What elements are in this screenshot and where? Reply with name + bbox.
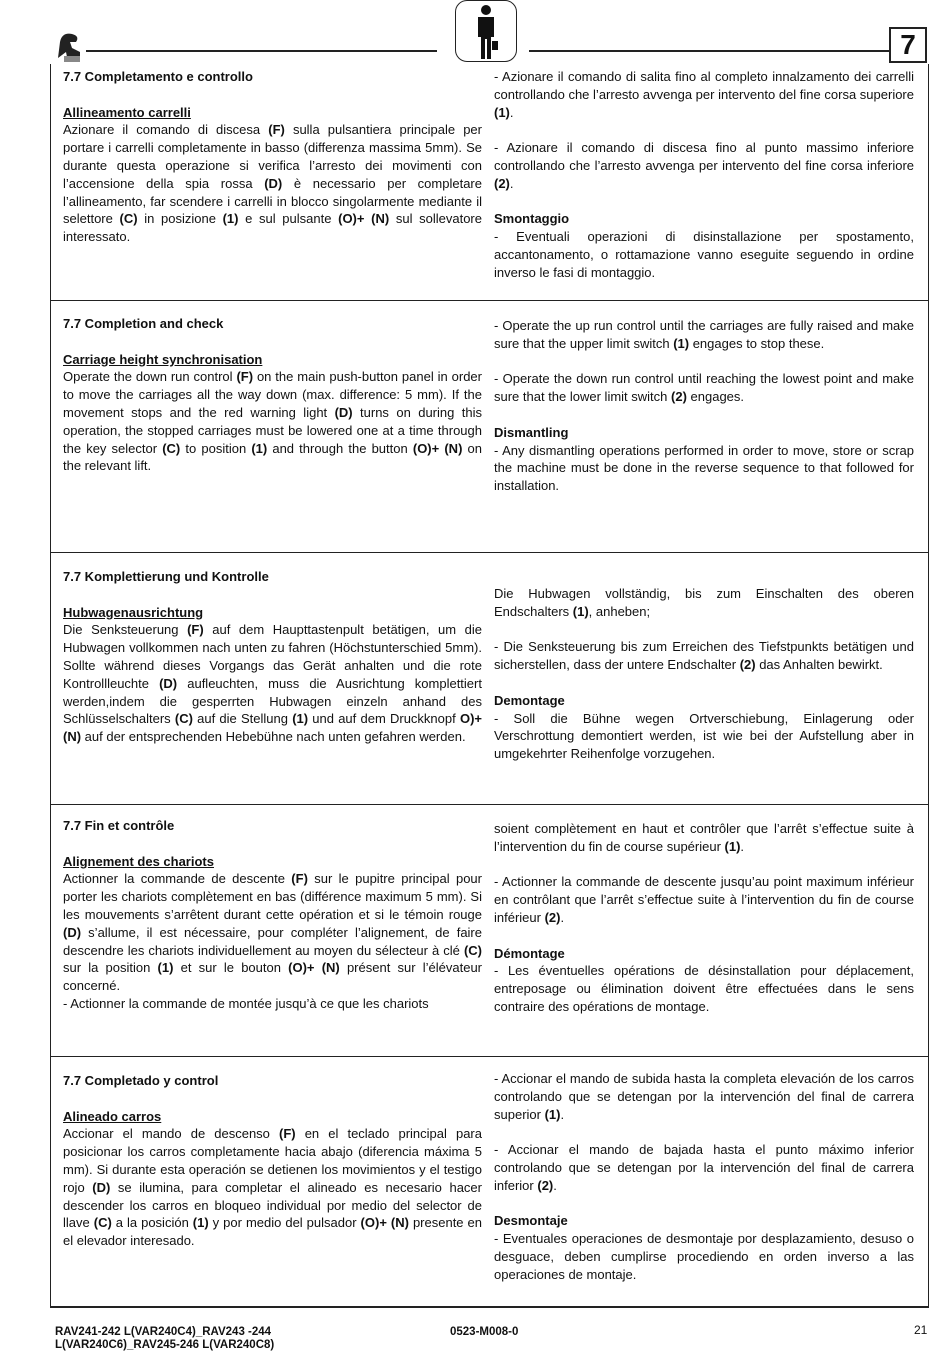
bold-reference: (D): [334, 404, 353, 420]
text-run: soient complètement en haut et contrôler que l’arrêt s’effectue suite à l’intervention du fin de course supérieur: [494, 821, 914, 854]
mechanic-logo-icon: [50, 28, 86, 64]
bold-reference: (F): [236, 369, 254, 385]
section-subtitle: Alignement des chariots: [63, 853, 214, 869]
text-run: - Azionare il comando di discesa fino al punto massimo inferiore controllando che l’arresto avvenga per intervento del fine corsa inferiore: [494, 140, 914, 173]
text-run: - Actionner la commande de montée jusqu’à ce que les chariots: [63, 995, 429, 1011]
section-left-column: [63, 68, 482, 246]
section-title: 7.7 Komplettierung und Kontrolle: [63, 569, 269, 584]
bold-reference: (1): [572, 603, 589, 619]
paragraph: [494, 585, 914, 621]
section-title: 7.7 Completado y control: [63, 1073, 219, 1088]
bold-reference: (O)+ (N): [360, 1215, 409, 1231]
paragraph: [494, 1070, 914, 1123]
bold-reference: (F): [187, 622, 204, 638]
text-run: - Any dismantling operations performed in order to move, store or scrap the machine must be done in the reverse sequence to that followed for installation.: [494, 442, 914, 494]
section-divider: [50, 1056, 929, 1057]
section-title: 7.7 Completion and check: [63, 316, 224, 331]
text-run: - Actionner la commande de descente jusqu’au point maximum inférieur en contrôlant que l’arrêt s’effectue suite à l’intervention du fin de course inférieur: [494, 874, 914, 925]
text-run: - Operate the down run control until reaching the lowest point and make sure that the lower limit switch: [494, 371, 914, 405]
bold-reference: (O)+ (N): [412, 440, 463, 456]
bold-reference: (1): [292, 711, 309, 727]
text-run: Accionar el mando de descenso: [63, 1126, 279, 1142]
bold-reference: (C): [162, 440, 181, 456]
section-subtitle: Carriage height synchronisation: [63, 351, 263, 367]
model-line-1: RAV241-242 L(VAR240C4)_RAV243 -244: [55, 1326, 272, 1338]
text-run: .: [560, 909, 565, 925]
section-right-column: [494, 68, 914, 299]
section-title: 7.7 Fin et contrôle: [63, 818, 175, 833]
paragraph: [494, 68, 914, 121]
text-run: Actionner la commande de descente: [63, 871, 292, 887]
dismantling-heading: Démontage: [494, 945, 565, 961]
paragraph: [494, 820, 914, 856]
text-run: - Soll die Bühne wegen Ortverschiebung, Einlagerung oder Verschrottung demontiert werden, ist wie bei der Aufstellung aber in umgekehrter Reihenfolge vorzugehen.: [494, 710, 914, 762]
bold-reference: (2): [537, 1177, 554, 1193]
page-number: 21: [914, 1323, 928, 1337]
paragraph: [63, 368, 482, 475]
text-run: .: [509, 175, 514, 191]
text-run: .: [740, 838, 745, 854]
bold-reference: (O)+ (N): [288, 960, 340, 976]
bold-reference: (1): [251, 440, 268, 456]
text-run: - Les éventuelles opérations de désinstallation pour déplacement, entreposage ou élimination doivent être effectuées dans le sens contraire des opérations de montage.: [494, 963, 914, 1014]
bold-reference: (1): [494, 104, 510, 120]
section-subtitle: Allineamento carrelli: [63, 104, 191, 120]
operator-icon: [455, 0, 517, 62]
section-divider: [50, 552, 929, 553]
text-run: sur la position: [63, 960, 158, 976]
text-run: en el teclado principal para posicionar los carros completamente hacia abajo (diferencia máxima 5 mm). Si durante esta operación se detienen los movimientos y el testigo rojo: [63, 1126, 482, 1195]
section-right-column: [494, 317, 914, 513]
bold-reference: (C): [93, 1215, 112, 1231]
header-rule-left: [86, 50, 437, 52]
document-code: 0523-M008-0: [450, 1326, 519, 1338]
text-run: - Eventuales operaciones de desmontaje por desplazamiento, desuso o desguace, deben cumplirse procediendo en orden inverso a las operaciones de montaje.: [494, 1231, 914, 1282]
text-run: turns on during this operation, the stopped carriages must be lowered one at a time through the key selector: [63, 404, 482, 456]
paragraph: [63, 621, 482, 746]
text-run: .: [509, 104, 514, 120]
text-run: a la posición: [111, 1215, 193, 1231]
bold-reference: (F): [279, 1126, 296, 1142]
dismantling-heading: Dismantling: [494, 424, 569, 440]
paragraph: [494, 317, 914, 353]
text-run: .: [560, 1106, 565, 1122]
text-run: - Accionar el mando de bajada hasta el punto máximo inferior controlando que se detengan por la intervención del final de carrera inferior: [494, 1142, 914, 1193]
bold-reference: (1): [544, 1106, 561, 1122]
text-run: Operate the down run control: [63, 369, 237, 385]
bold-reference: (2): [494, 175, 510, 191]
text-run: .: [553, 1177, 557, 1193]
dismantling-heading: Smontaggio: [494, 211, 570, 227]
paragraph: [63, 1125, 482, 1250]
bold-reference: (1): [724, 838, 741, 854]
text-run: s’allume, il est nécessaire, pour compléter l’alignement, de faire descendre les chariots individuellement au moyen du sélecteur à clé: [63, 924, 482, 958]
text-run: - Accionar el mando de subida hasta la completa elevación de los carros controlando que se detengan por la intervención del final de carrera superior: [494, 1071, 914, 1122]
text-run: und auf dem Druckknopf: [308, 711, 460, 727]
chapter-number: 7: [889, 27, 927, 63]
bold-reference: (2): [739, 657, 756, 673]
text-run: Die Hubwagen vollständig, bis zum Einschalten des oberen Endschalters: [494, 586, 914, 619]
bold-reference: (D): [264, 175, 283, 191]
text-run: Azionare il comando di discesa: [63, 122, 269, 138]
text-run: das Anhalten bewirkt.: [755, 657, 883, 673]
paragraph: [494, 710, 914, 763]
paragraph: [494, 442, 914, 495]
text-run: engages to stop these.: [689, 335, 825, 351]
paragraph: [63, 995, 482, 1013]
dismantling-heading: Desmontaje: [494, 1213, 568, 1229]
paragraph: [494, 962, 914, 1015]
section-right-column: [494, 585, 914, 781]
text-run: auf die Stellung: [192, 711, 293, 727]
bold-reference: (1): [192, 1215, 209, 1231]
section-right-column: [494, 820, 914, 1034]
text-run: aufleuchten, muss die Ausrichtung komplettiert werden,indem die gesperrten Hubwagen einzeln anhand des Schlüsselschalters: [63, 675, 482, 727]
text-run: Die Senksteuerung: [63, 622, 188, 638]
text-run: engages.: [686, 389, 745, 405]
text-run: y por medio del pulsador: [208, 1215, 361, 1231]
bold-reference: (C): [119, 211, 138, 227]
model-line-2: L(VAR240C6)_RAV245-246 L(VAR240C8): [55, 1339, 275, 1351]
section-subtitle: Alineado carros: [63, 1108, 162, 1124]
text-run: sur le pupitre principal pour porter les chariots complètement en bas (différence maximum 5 mm). Si les mouvements s’arrêtent durant cette opération et si le témoin rouge: [63, 871, 482, 922]
paragraph: [494, 228, 914, 281]
paragraph: [63, 870, 482, 995]
section-title: 7.7 Completamento e controllo: [63, 69, 253, 84]
bold-reference: (2): [671, 389, 687, 405]
section-divider: [50, 300, 929, 301]
text-run: è necessario per completare l’allineamento, far scendere i carrelli in blocco singolarmente mediante il selettore: [63, 175, 482, 227]
section-left-column: [63, 817, 482, 1013]
model-codes: [55, 1326, 274, 1352]
text-run: on the main push-button panel in order to move the carriages all the way down (max. difference: 5 mm). If the movement stops and the red warning light: [63, 369, 482, 420]
bold-reference: (1): [222, 211, 239, 227]
bold-reference: (F): [291, 871, 308, 887]
paragraph: [494, 370, 914, 406]
paragraph: [494, 1141, 914, 1194]
bold-reference: (1): [673, 335, 690, 351]
text-run: , anheben;: [588, 603, 651, 619]
text-run: - Azionare il comando di salita fino al completo innalzamento dei carrelli controllando che l’arresto avvenga per intervento del fine corsa superiore: [494, 69, 914, 102]
text-run: sul sollevatore interessato.: [63, 211, 482, 245]
bold-reference: (2): [544, 909, 561, 925]
text-run: auf dem Haupttastenpult betätigen, um die Hubwagen vollkommen nach unten zu fahren (Höchstunterschied 5mm). Sollte während dieses Vorgangs das Gerät anhalten und die rote Kontrollleuchte: [63, 622, 483, 691]
text-run: et sur le bouton: [173, 960, 289, 976]
section-divider: [50, 804, 929, 805]
paragraph: [494, 139, 914, 192]
text-run: auf der entsprechenden Hebebühne nach unten gefahren werden.: [81, 729, 466, 745]
text-run: sulla pulsantiera principale per portare i carrelli completamente in basso (differenza massima 5mm). Se durante questa operazione si verifica l’arresto dei movimenti con l’accensione della spia rossa: [63, 122, 482, 191]
section-left-column: [63, 315, 482, 475]
text-run: - Eventuali operazioni di disinstallazione per spostamento, accantonamento, o rottamazione vanno eseguite seguendo in ordine inverso le fasi di montaggio.: [494, 229, 914, 280]
bold-reference: (F): [268, 122, 285, 138]
text-run: se ilumina, para completar el alineado es necesario hacer descender los carros en bloqueo individual por medio del selector de llave: [63, 1179, 482, 1231]
text-run: - Operate the up run control until the carriages are fully raised and make sure that the upper limit switch: [494, 318, 914, 351]
paragraph: [494, 1230, 914, 1283]
paragraph: [494, 873, 914, 926]
paragraph: [494, 638, 914, 674]
text-run: in posizione: [137, 211, 223, 227]
bold-reference: (D): [159, 675, 178, 691]
text-run: and through the button: [267, 440, 413, 456]
bold-reference: O)+(N): [63, 711, 482, 745]
paragraph: [63, 121, 482, 246]
text-run: présent sur l’élévateur concerné.: [63, 960, 482, 994]
bold-reference: (D): [63, 924, 82, 940]
section-left-column: [63, 568, 482, 746]
text-run: - Die Senksteuerung bis zum Erreichen des Tiefstpunkts betätigen und sicherstellen, dass der untere Endschalter: [494, 639, 914, 673]
text-run: e sul pulsante: [238, 211, 339, 227]
dismantling-heading: Demontage: [494, 692, 565, 708]
text-run: on the relevant lift.: [63, 440, 482, 474]
bold-reference: (C): [174, 711, 193, 727]
section-subtitle: Hubwagenausrichtung: [63, 604, 204, 620]
bold-reference: (O)+ (N): [338, 211, 390, 227]
section-right-column: [494, 1070, 914, 1301]
bold-reference: (C): [463, 942, 482, 958]
bold-reference: (D): [92, 1179, 111, 1195]
text-run: to position: [180, 440, 252, 456]
text-run: presente en el elevador interesado.: [63, 1215, 482, 1249]
section-left-column: [63, 1072, 482, 1250]
bold-reference: (1): [157, 960, 174, 976]
header-rule-right: [529, 50, 889, 52]
